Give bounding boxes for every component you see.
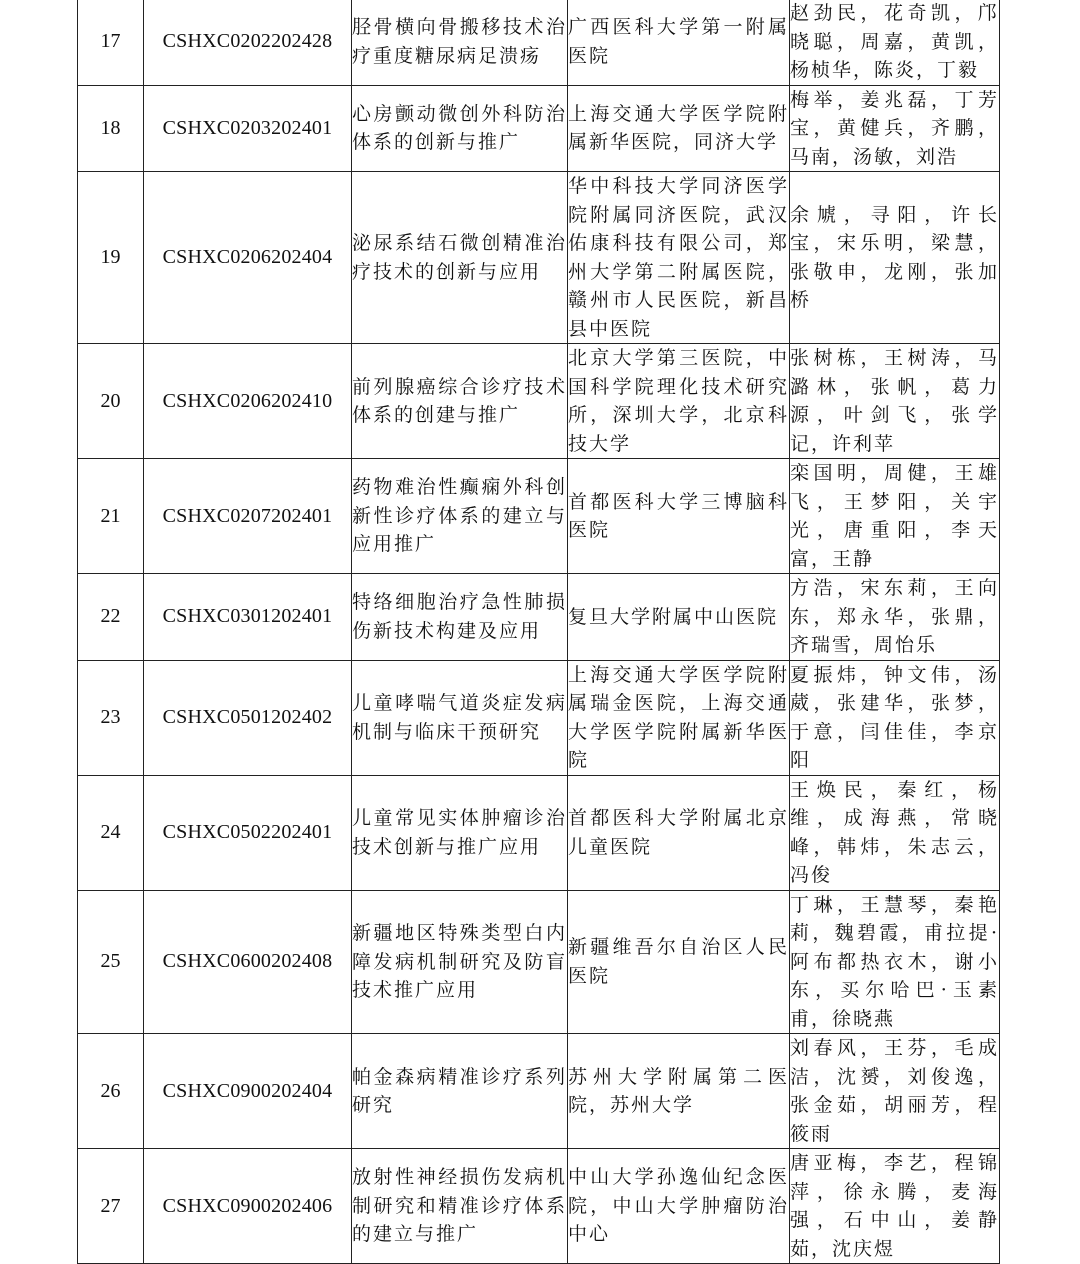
table-row [78, 1034, 1000, 1149]
table-row [78, 172, 1000, 344]
project-title: 新疆地区特殊类型白内障发病机制研究及防盲技术推广应用 [352, 890, 568, 1034]
table-row [78, 0, 1000, 85]
completing-persons: 夏振炜，钟文伟，汤葳，张建华，张梦，于意，闫佳佳，李京阳 [790, 660, 1000, 775]
row-number: 27 [78, 1149, 144, 1264]
project-code: CSHXC0900202404 [144, 1034, 352, 1149]
table-row [78, 890, 1000, 1034]
completing-units: 首都医科大学附属北京儿童医院 [568, 775, 790, 890]
project-code: CSHXC0900202406 [144, 1149, 352, 1264]
project-title: 心房颤动微创外科防治体系的创新与推广 [352, 85, 568, 172]
row-number: 19 [78, 172, 144, 344]
project-code: CSHXC0202202428 [144, 0, 352, 85]
project-code: CSHXC0207202401 [144, 459, 352, 574]
project-code: CSHXC0502202401 [144, 775, 352, 890]
completing-units: 中山大学孙逸仙纪念医院，中山大学肿瘤防治中心 [568, 1149, 790, 1264]
row-number: 24 [78, 775, 144, 890]
completing-units: 华中科技大学同济医学院附属同济医院，武汉佑康科技有限公司，郑州大学第二附属医院，赣州市人民医院，新昌县中医院 [568, 172, 790, 344]
row-number: 17 [78, 0, 144, 85]
row-number: 25 [78, 890, 144, 1034]
project-code: CSHXC0501202402 [144, 660, 352, 775]
completing-persons: 唐亚梅，李艺，程锦萍，徐永腾，麦海强，石中山，姜静茹，沈庆煜 [790, 1149, 1000, 1264]
project-title: 放射性神经损伤发病机制研究和精准诊疗体系的建立与推广 [352, 1149, 568, 1264]
completing-units: 广西医科大学第一附属医院 [568, 0, 790, 85]
row-number: 18 [78, 85, 144, 172]
completing-persons: 刘春风，王芬，毛成洁，沈赟，刘俊逸，张金茹，胡丽芳，程筱雨 [790, 1034, 1000, 1149]
table-row [78, 574, 1000, 661]
table-row [78, 1149, 1000, 1264]
completing-persons: 张树栋，王树涛，马潞林，张帆，葛力源，叶剑飞，张学记，许利苹 [790, 344, 1000, 459]
table-row [78, 775, 1000, 890]
completing-units: 新疆维吾尔自治区人民医院 [568, 890, 790, 1034]
completing-persons: 王焕民，秦红，杨维，成海燕，常晓峰，韩炜，朱志云，冯俊 [790, 775, 1000, 890]
project-title: 帕金森病精准诊疗系列研究 [352, 1034, 568, 1149]
completing-persons: 赵劲民，花奇凯，邝晓聪，周嘉，黄凯，杨桢华，陈炎，丁毅 [790, 0, 1000, 85]
completing-persons: 丁琳，王慧琴，秦艳莉，魏碧霞，甫拉提·阿布都热衣木，谢小东，买尔哈巴·玉素甫，徐晓燕 [790, 890, 1000, 1034]
row-number: 23 [78, 660, 144, 775]
completing-units: 北京大学第三医院，中国科学院理化技术研究所，深圳大学，北京科技大学 [568, 344, 790, 459]
project-title: 儿童常见实体肿瘤诊治技术创新与推广应用 [352, 775, 568, 890]
table-body [78, 0, 1000, 1264]
table-row [78, 344, 1000, 459]
project-code: CSHXC0206202410 [144, 344, 352, 459]
table-row [78, 459, 1000, 574]
completing-units: 复旦大学附属中山医院 [568, 574, 790, 661]
project-title: 泌尿系结石微创精准治疗技术的创新与应用 [352, 172, 568, 344]
row-number: 26 [78, 1034, 144, 1149]
project-code: CSHXC0206202404 [144, 172, 352, 344]
completing-persons: 方浩，宋东莉，王向东，郑永华，张鼎，齐瑞雪，周怡乐 [790, 574, 1000, 661]
row-number: 20 [78, 344, 144, 459]
table-row [78, 660, 1000, 775]
award-list-table [77, 0, 1000, 1264]
project-code: CSHXC0301202401 [144, 574, 352, 661]
completing-persons: 栾国明，周健，王雄飞，王梦阳，关宇光，唐重阳，李天富，王静 [790, 459, 1000, 574]
completing-units: 上海交通大学医学院附属瑞金医院，上海交通大学医学院附属新华医院 [568, 660, 790, 775]
completing-units: 上海交通大学医学院附属新华医院，同济大学 [568, 85, 790, 172]
completing-units: 苏州大学附属第二医院，苏州大学 [568, 1034, 790, 1149]
row-number: 22 [78, 574, 144, 661]
project-title: 特络细胞治疗急性肺损伤新技术构建及应用 [352, 574, 568, 661]
project-code: CSHXC0600202408 [144, 890, 352, 1034]
completing-persons: 余虓，寻阳，许长宝，宋乐明，梁慧，张敬申，龙刚，张加桥 [790, 172, 1000, 344]
project-code: CSHXC0203202401 [144, 85, 352, 172]
project-title: 药物难治性癫痫外科创新性诊疗体系的建立与应用推广 [352, 459, 568, 574]
project-title: 儿童哮喘气道炎症发病机制与临床干预研究 [352, 660, 568, 775]
project-title: 前列腺癌综合诊疗技术体系的创建与推广 [352, 344, 568, 459]
completing-units: 首都医科大学三博脑科医院 [568, 459, 790, 574]
row-number: 21 [78, 459, 144, 574]
project-title: 胫骨横向骨搬移技术治疗重度糖尿病足溃疡 [352, 0, 568, 85]
completing-persons: 梅举，姜兆磊，丁芳宝，黄健兵，齐鹏，马南，汤敏，刘浩 [790, 85, 1000, 172]
table-row [78, 85, 1000, 172]
